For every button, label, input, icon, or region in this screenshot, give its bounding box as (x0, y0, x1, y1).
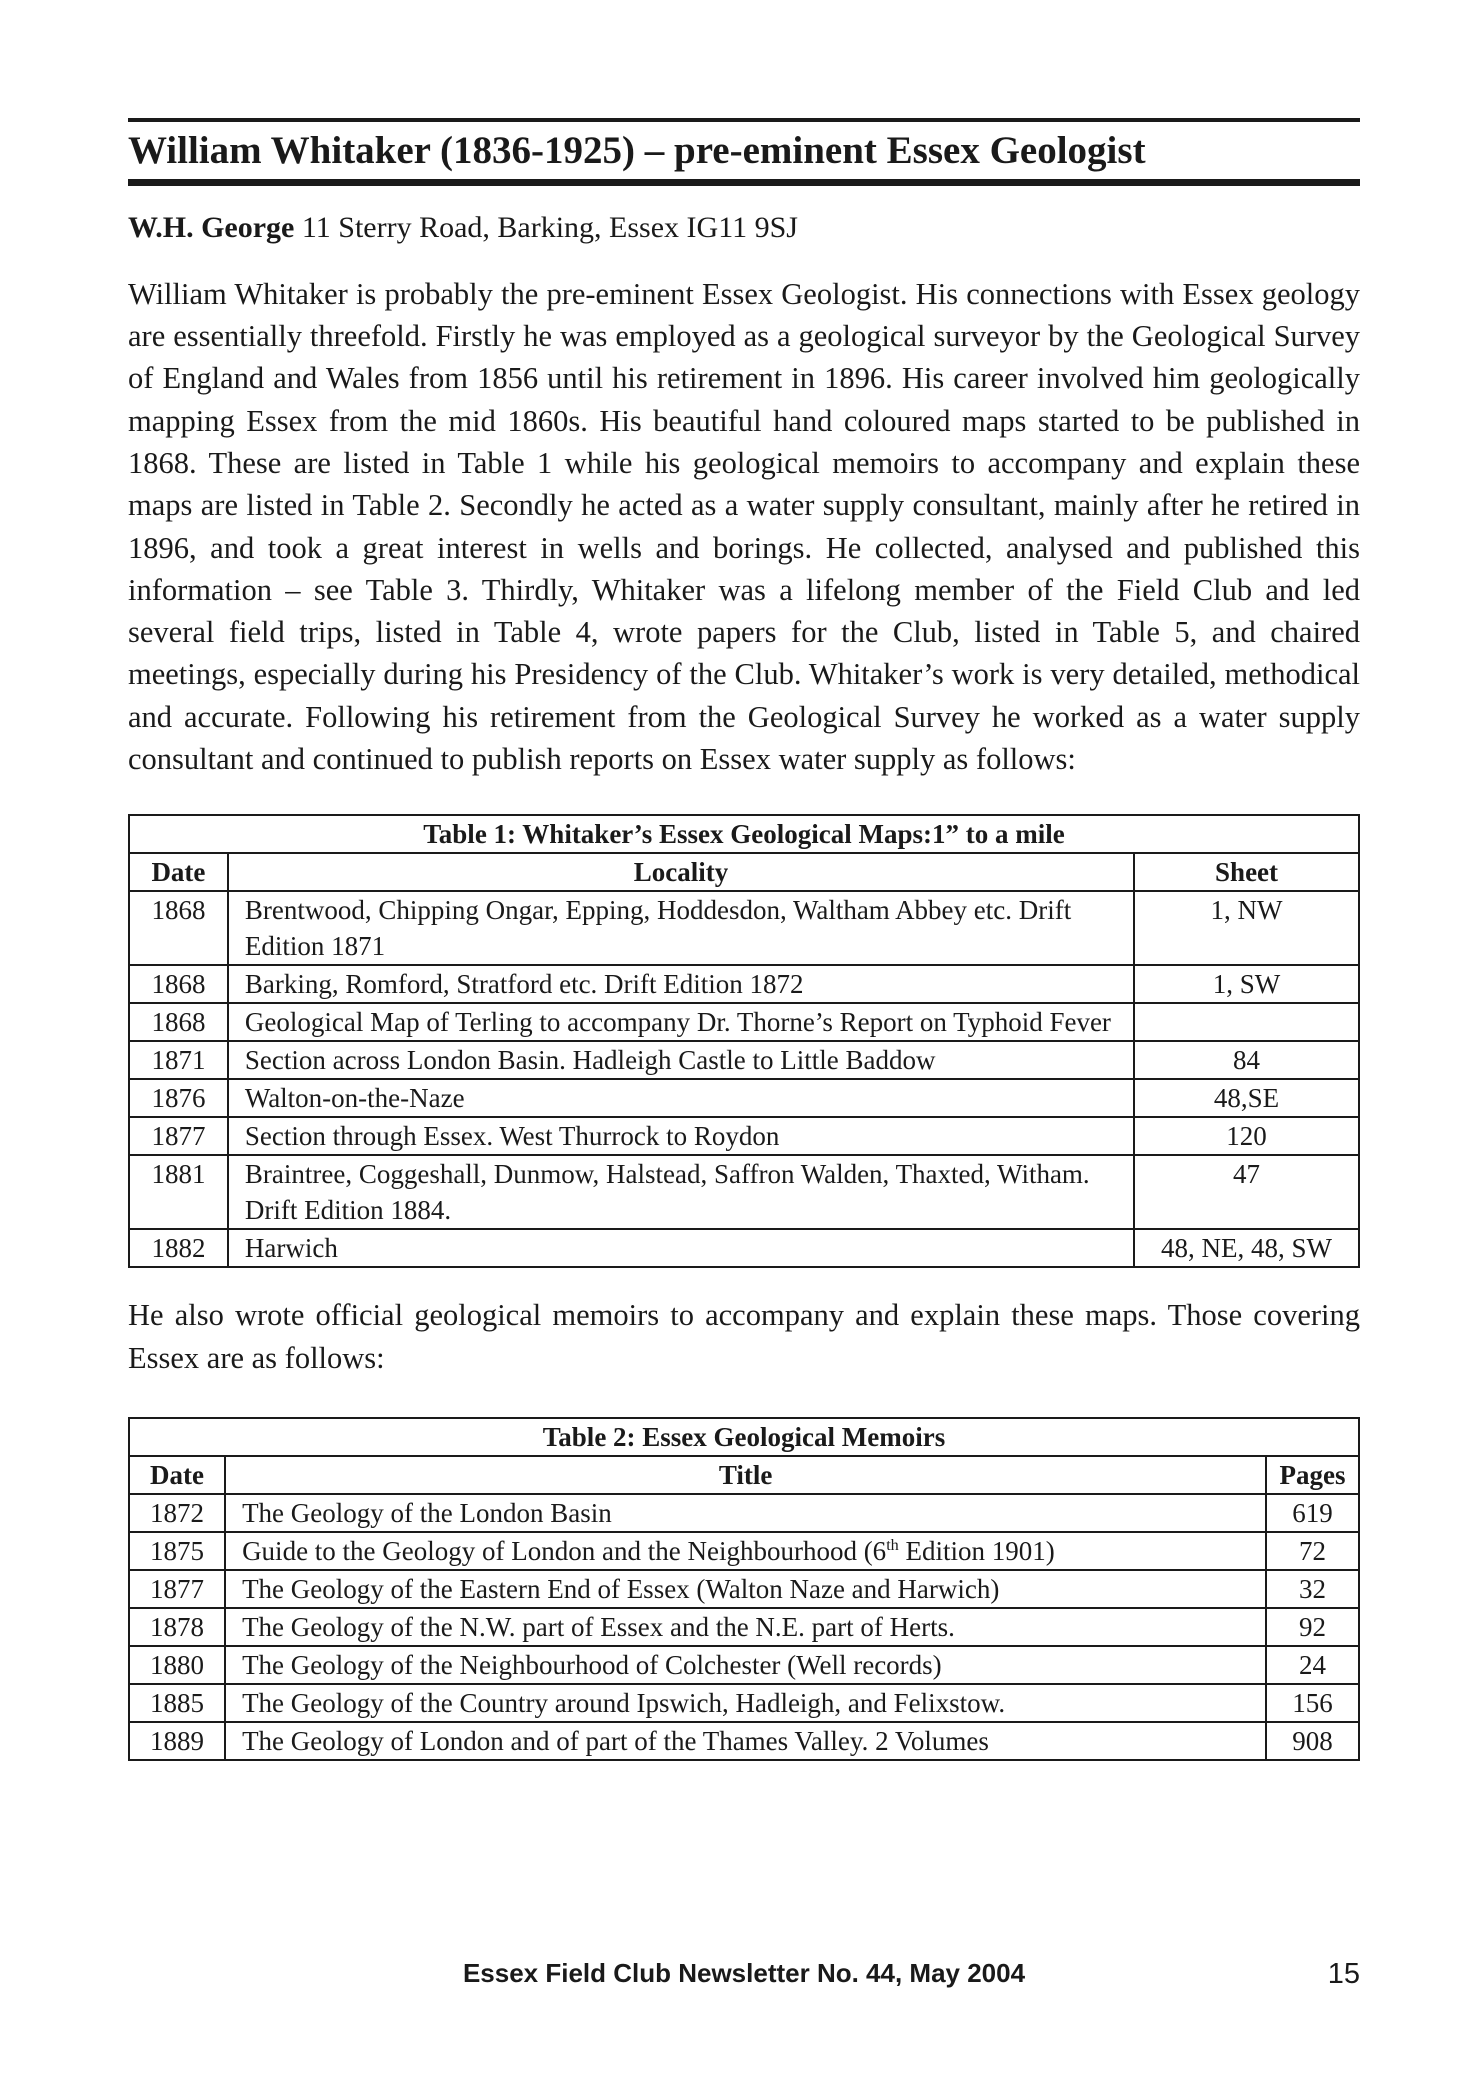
table-1-header-locality: Locality (228, 853, 1134, 891)
table-row (129, 1608, 1359, 1646)
table-row (129, 1003, 1359, 1041)
table-1-header-date: Date (129, 853, 228, 891)
table-2-header-pages: Pages (1266, 1456, 1359, 1494)
row-date: 1880 (129, 1646, 225, 1684)
table-1-maps (128, 814, 1360, 1268)
row-sheet (1134, 1003, 1359, 1041)
table-row (129, 1684, 1359, 1722)
table-2-header-title: Title (225, 1456, 1266, 1494)
table-row (129, 1117, 1359, 1155)
row-sheet: 48,SE (1134, 1079, 1359, 1117)
row-locality: Section across London Basin. Hadleigh Castle to Little Baddow (228, 1041, 1134, 1079)
row-title: The Geology of the London Basin (225, 1494, 1266, 1532)
row-locality: Walton-on-the-Naze (228, 1079, 1134, 1117)
footer-publication: Essex Field Club Newsletter No. 44, May 2004 (462, 1958, 1026, 1988)
memoirs-paragraph: He also wrote official geological memoirs to accompany and explain these maps. Those covering Essex are as follows: (128, 1298, 1360, 1375)
row-title-superscript: th (886, 1535, 899, 1554)
row-sheet: 120 (1134, 1117, 1359, 1155)
row-pages: 908 (1266, 1722, 1359, 1760)
table-1-header-sheet: Sheet (1134, 853, 1359, 891)
table-row (129, 1494, 1359, 1532)
row-title: The Geology of the Country around Ipswich, Hadleigh, and Felixstow. (225, 1684, 1266, 1722)
table-row (129, 891, 1359, 965)
row-date: 1885 (129, 1684, 225, 1722)
article-title: William Whitaker (1836-1925) – pre-eminent Essex Geologist (128, 129, 1146, 172)
row-pages: 72 (1266, 1532, 1359, 1570)
row-date: 1877 (129, 1117, 228, 1155)
author-address: 11 Sterry Road, Barking, Essex IG11 9SJ (294, 210, 798, 244)
table-row (129, 1722, 1359, 1760)
intro-paragraph: William Whitaker is probably the pre-eminent Essex Geologist. His connections with Essex geology are essentially threefold. Firstly he was employed as a geological surveyor by the Geological Survey of England and Wales from 1856 until his retirement in 1896. His career involved him geologically mapping Essex from the mid 1860s. His beautiful hand coloured maps started to be published in 1868. These are listed in Table 1 while his geological memoirs to accompany and explain these maps are listed in Table 2. Secondly he acted as a water supply consultant, mainly after he retired in 1896, and took a great interest in wells and borings. He collected, analysed and published this information – see Table 3. Thirdly, Whitaker was a lifelong member of the Field Club and led several field trips, listed in Table 4, wrote papers for the Club, listed in Table 5, and chaired meetings, especially during his Presidency of the Club. Whitaker’s work is very detailed, methodical and accurate. Following his retirement from the Geological Survey he worked as a water supply consultant and continued to publish reports on Essex water supply as follows: (128, 276, 1360, 777)
row-title: The Geology of London and of part of the Thames Valley. 2 Volumes (225, 1722, 1266, 1760)
row-locality: Braintree, Coggeshall, Dunmow, Halstead, Saffron Walden, Thaxted, Witham. Drift Edition 1884. (228, 1155, 1134, 1229)
row-date: 1871 (129, 1041, 228, 1079)
row-sheet: 48, NE, 48, SW (1134, 1229, 1359, 1267)
table-2-memoirs (128, 1417, 1360, 1761)
row-locality: Geological Map of Terling to accompany Dr. Thorne’s Report on Typhoid Fever (228, 1003, 1134, 1041)
row-locality: Harwich (228, 1229, 1134, 1267)
row-date: 1868 (129, 965, 228, 1003)
table-2-header-date: Date (129, 1456, 225, 1494)
row-pages: 619 (1266, 1494, 1359, 1532)
article (128, 118, 1360, 1761)
table-row (129, 1646, 1359, 1684)
row-locality: Brentwood, Chipping Ongar, Epping, Hoddesdon, Waltham Abbey etc. Drift Edition 1871 (228, 891, 1134, 965)
row-date: 1882 (129, 1229, 228, 1267)
row-sheet: 1, SW (1134, 965, 1359, 1003)
row-date: 1878 (129, 1608, 225, 1646)
title-rule-bottom (128, 179, 1360, 186)
row-title: The Geology of the N.W. part of Essex and the N.E. part of Herts. (225, 1608, 1266, 1646)
row-pages: 92 (1266, 1608, 1359, 1646)
row-title-part: Guide to the Geology of London and the Neighbourhood (6 (242, 1535, 887, 1566)
row-date: 1868 (129, 891, 228, 965)
row-pages: 32 (1266, 1570, 1359, 1608)
table-row (129, 1570, 1359, 1608)
row-date: 1875 (129, 1532, 225, 1570)
table-row (129, 1155, 1359, 1229)
table-2-caption: Table 2: Essex Geological Memoirs (129, 1418, 1359, 1456)
table-1-caption: Table 1: Whitaker’s Essex Geological Maps:1” to a mile (129, 815, 1359, 853)
row-date: 1868 (129, 1003, 228, 1041)
author-line (128, 208, 1360, 247)
page-footer (128, 1958, 1360, 2002)
row-date: 1872 (129, 1494, 225, 1532)
row-locality: Barking, Romford, Stratford etc. Drift Edition 1872 (228, 965, 1134, 1003)
row-date: 1876 (129, 1079, 228, 1117)
row-title: The Geology of the Eastern End of Essex (Walton Naze and Harwich) (225, 1570, 1266, 1608)
row-sheet: 84 (1134, 1041, 1359, 1079)
table-row (129, 1229, 1359, 1267)
row-sheet: 47 (1134, 1155, 1359, 1229)
author-name: W.H. George (128, 210, 295, 244)
table-row (129, 965, 1359, 1003)
row-date: 1881 (129, 1155, 228, 1229)
row-pages: 156 (1266, 1684, 1359, 1722)
table-row (129, 1079, 1359, 1117)
row-sheet: 1, NW (1134, 891, 1359, 965)
row-date: 1889 (129, 1722, 225, 1760)
row-locality: Section through Essex. West Thurrock to Roydon (228, 1117, 1134, 1155)
row-date: 1877 (129, 1570, 225, 1608)
row-title: The Geology of the Neighbourhood of Colchester (Well records) (225, 1646, 1266, 1684)
row-title (225, 1532, 1266, 1570)
table-row (129, 1041, 1359, 1079)
row-title-part: Edition 1901) (898, 1535, 1055, 1566)
row-pages: 24 (1266, 1646, 1359, 1684)
page-number: 15 (1327, 1958, 1360, 1990)
table-row (129, 1532, 1359, 1570)
